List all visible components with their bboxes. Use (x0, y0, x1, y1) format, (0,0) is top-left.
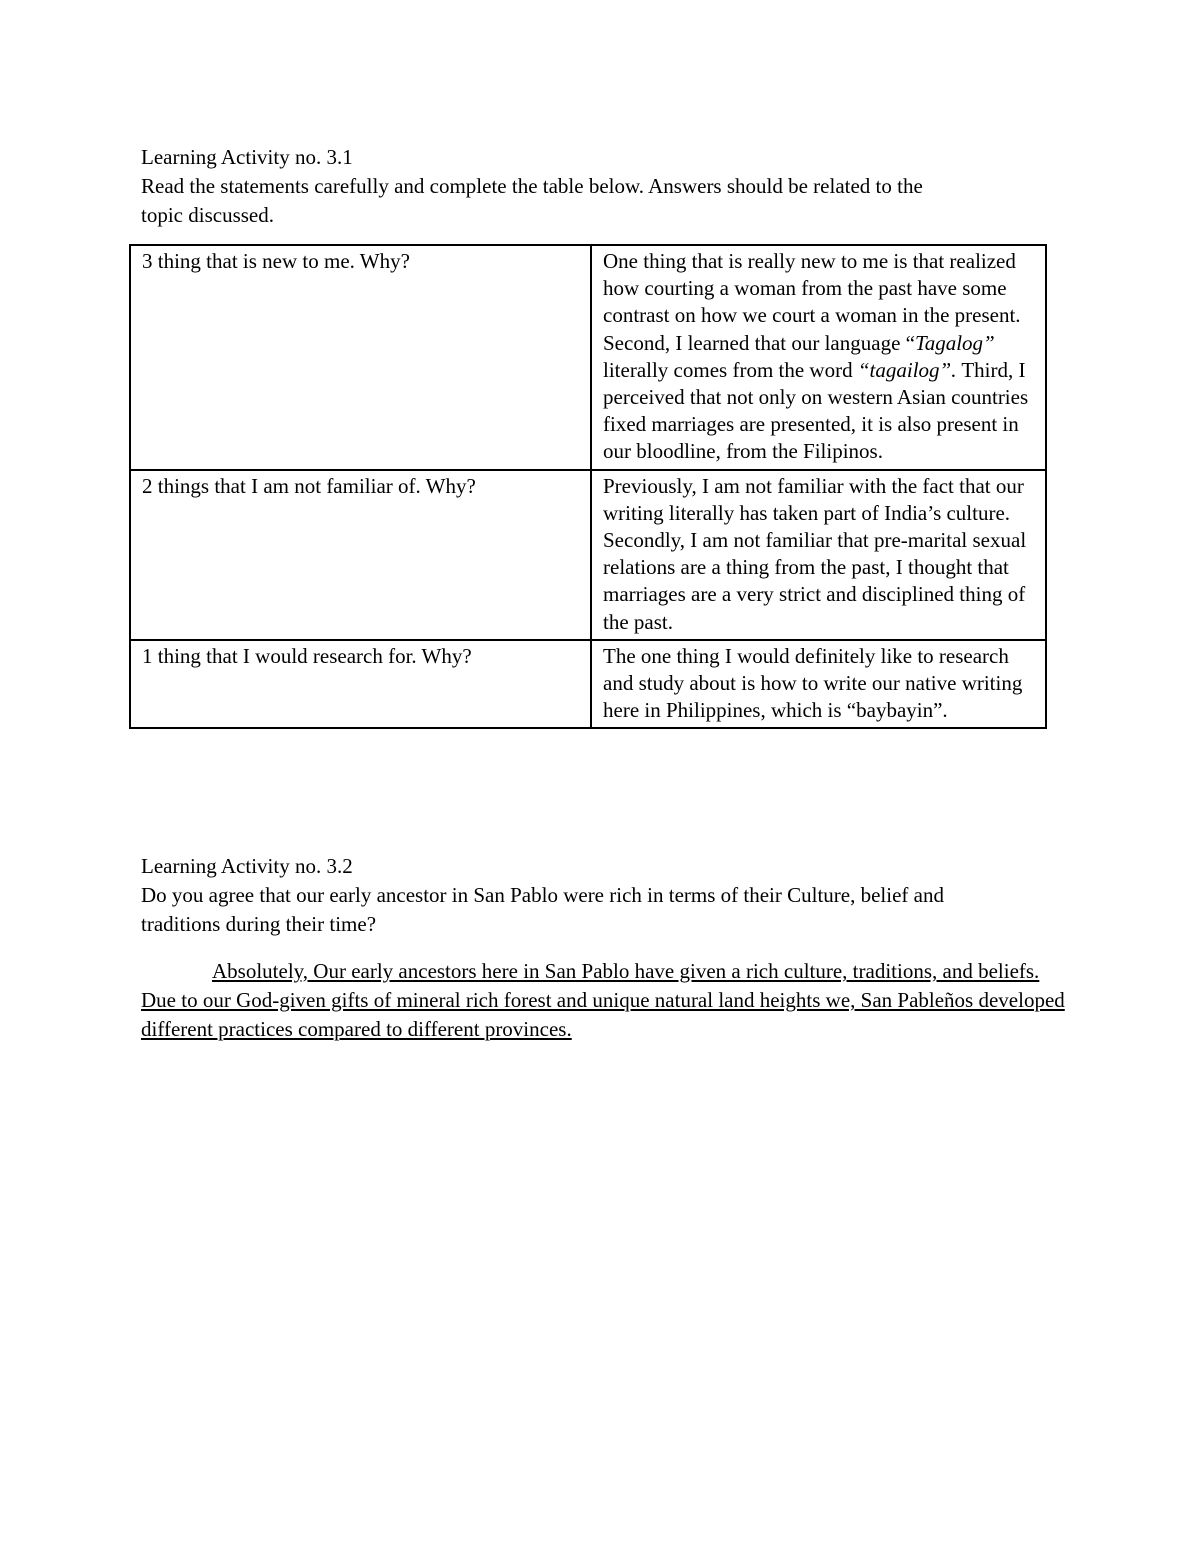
table-answer-cell: Previously, I am not familiar with the fact that our writing literally has taken part of India’s culture. Secondly, I am not familiar that pre-marital sexual relations are a thing from the past, I thought that marriages are a very strict and disciplined thing of the past. (591, 470, 1046, 640)
activity-3-2-answer: Absolutely, Our early ancestors here in San Pablo have given a rich culture, traditions, and beliefs. Due to our God-given gifts of mineral rich forest and unique natural land heights we, San Pableños developed different practices compared to different provinces. (141, 959, 1065, 1041)
answer-text: Third, I perceived that not only on western Asian countries fixed marriages are presented, it is also present in our bloodline, from the Filipinos. (603, 357, 1029, 464)
activity-3-1-instruction-line-1: Read the statements carefully and complete the table below. Answers should be related to the (141, 174, 923, 198)
answer-italic-text: Tagalog” (914, 330, 995, 355)
table-prompt-cell: 3 thing that is new to me. Why? (130, 245, 591, 470)
activity-3-1-title: Learning Activity no. 3.1 (141, 145, 353, 169)
activity-table (129, 244, 1047, 729)
answer-text: One thing that is really new to me is that realized how courting a woman from the past have some contrast on how we court a woman in the present. Second, I learned that our language “ (603, 249, 1021, 355)
activity-3-2-title: Learning Activity no. 3.2 (141, 854, 353, 878)
table-row (130, 470, 1046, 640)
table-answer-cell: The one thing I would definitely like to research and study about is how to write our native writing here in Philippines, which is “baybayin”. (591, 640, 1046, 729)
table-answer-cell (591, 245, 1046, 470)
activity-3-2-question-line-1: Do you agree that our early ancestor in San Pablo were rich in terms of their Culture, belief and (141, 883, 944, 907)
answer-text: literally comes from the word (603, 357, 858, 382)
table-row (130, 245, 1046, 470)
activity-3-2-question-line-2: traditions during their time? (141, 912, 377, 936)
table-row (130, 640, 1046, 729)
activity-3-1-header (141, 143, 1046, 230)
activity-3-1-instruction-line-2: topic discussed. (141, 203, 274, 227)
activity-3-2-header (141, 852, 1061, 939)
table-prompt-cell: 1 thing that I would research for. Why? (130, 640, 591, 729)
table-prompt-cell: 2 things that I am not familiar of. Why? (130, 470, 591, 640)
answer-italic-text: “tagailog”. (857, 357, 957, 382)
